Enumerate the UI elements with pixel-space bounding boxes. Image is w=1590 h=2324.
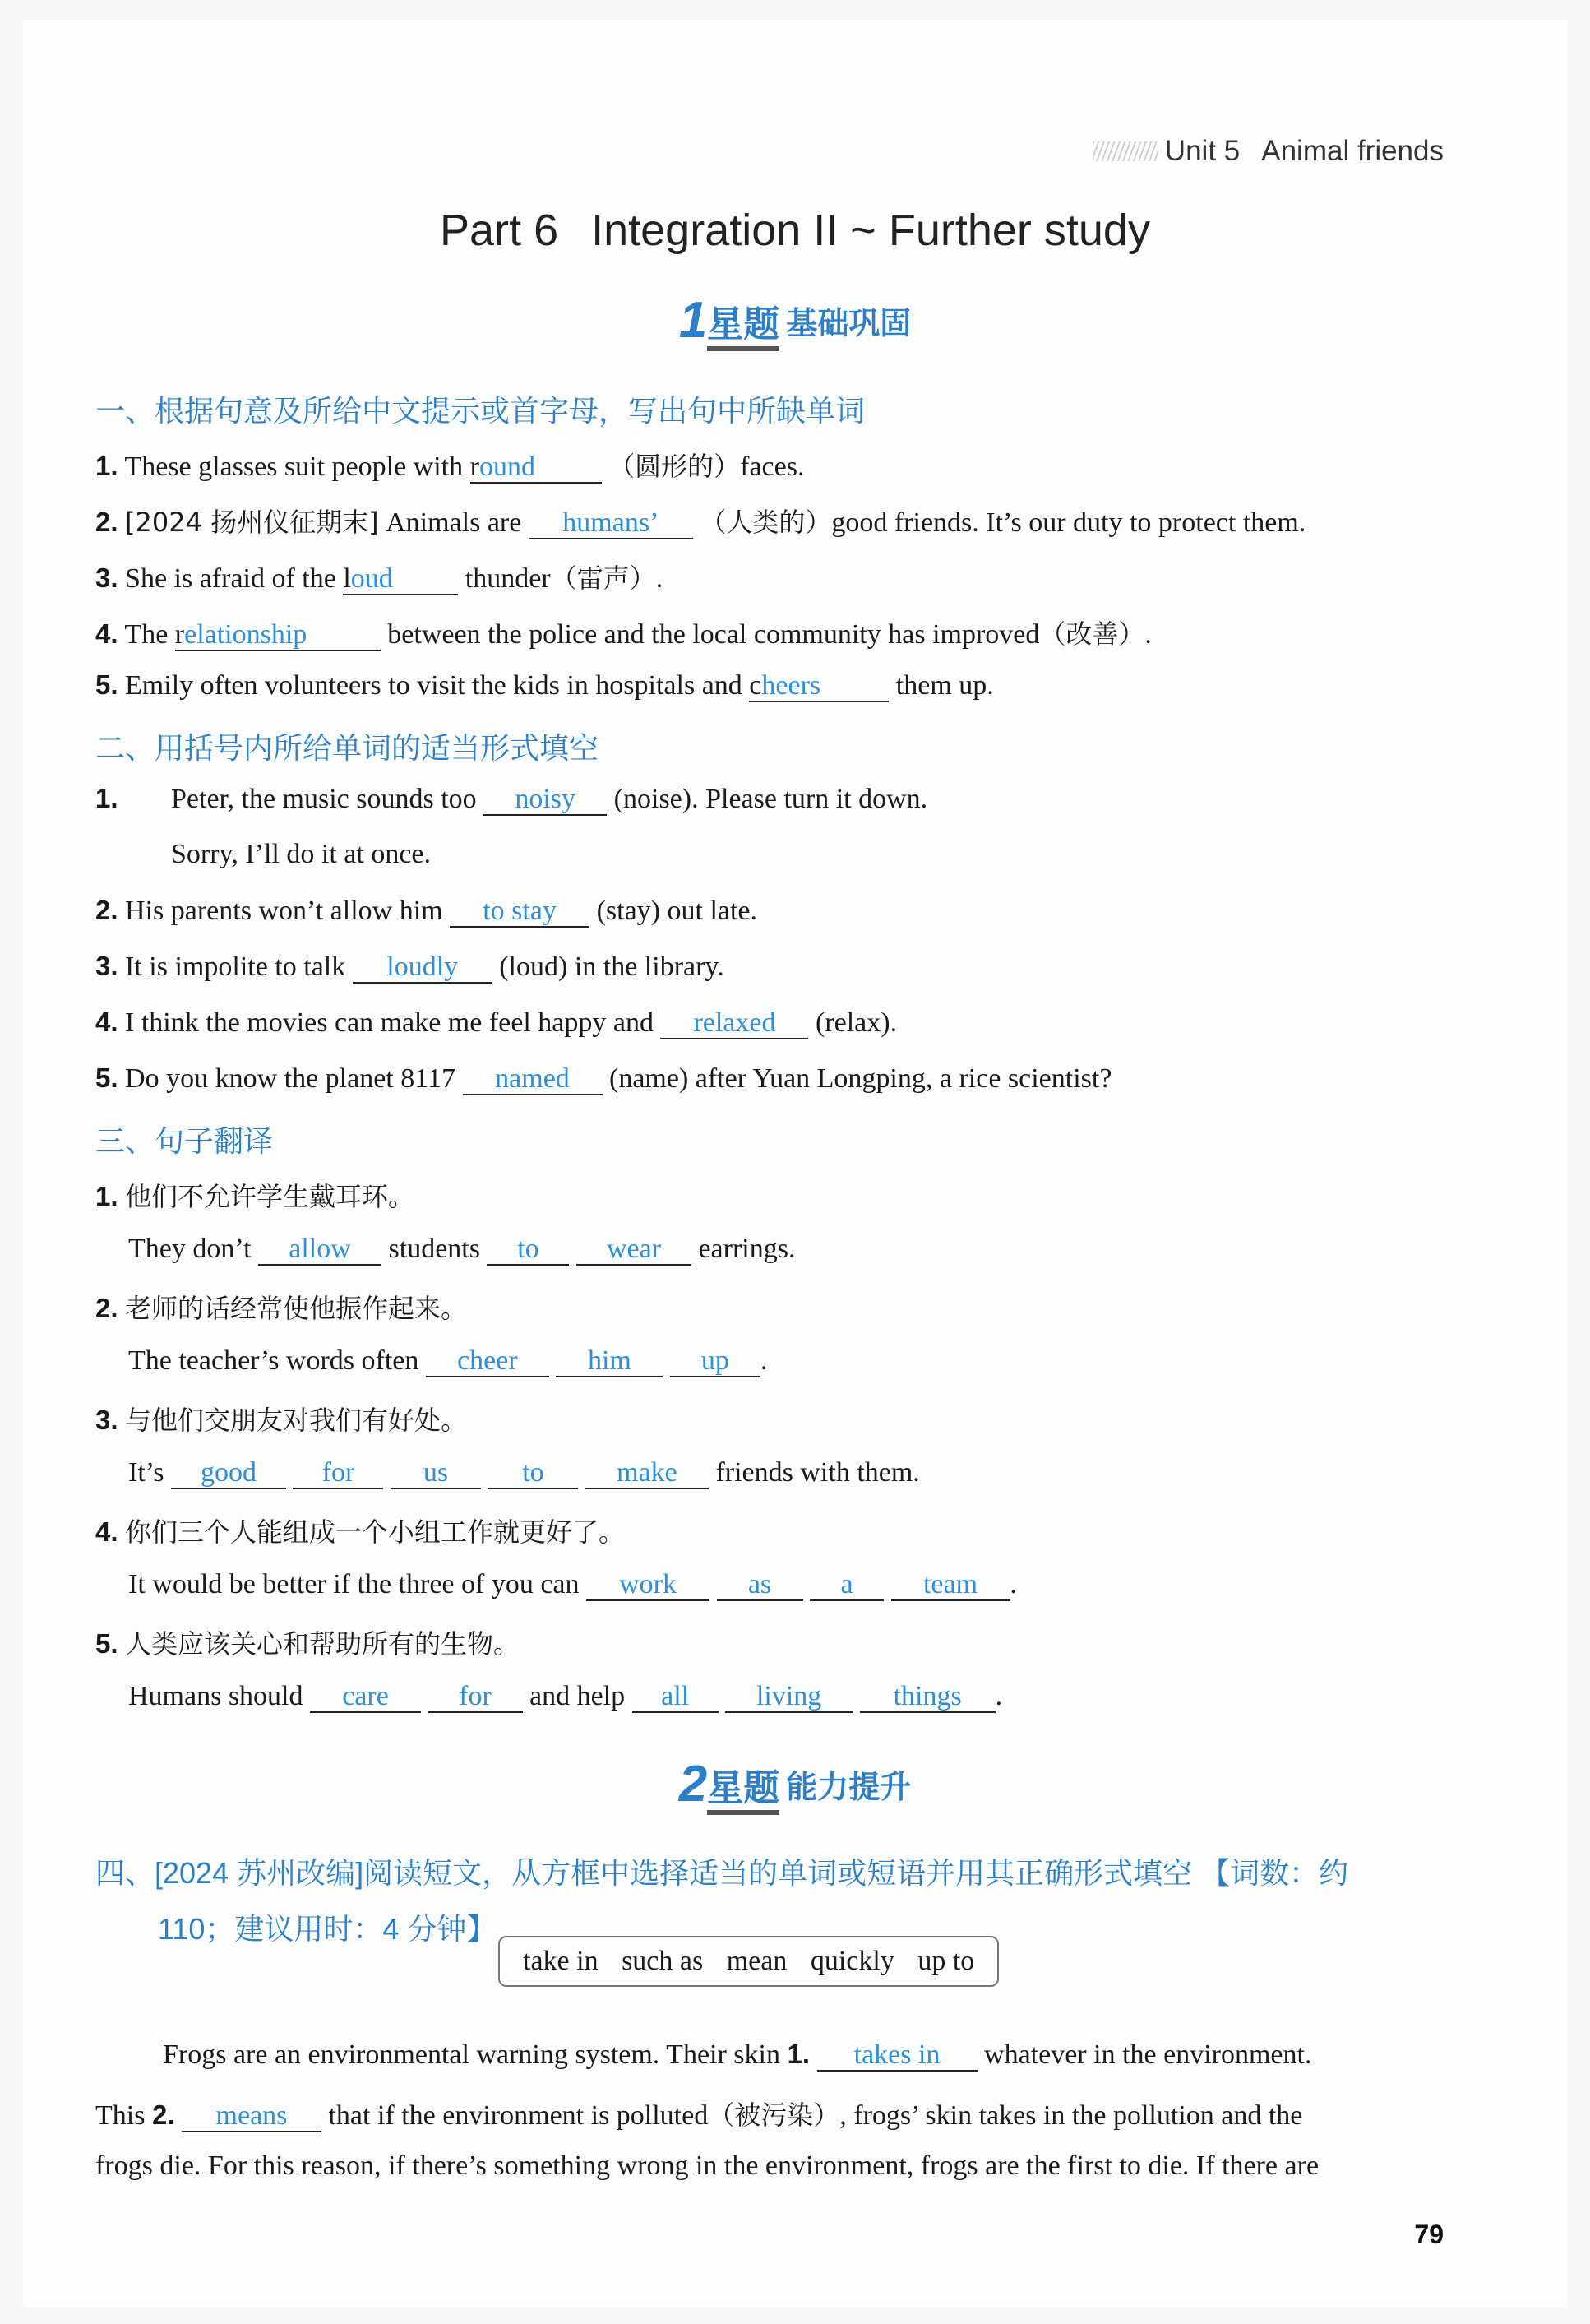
page-number: 79 <box>1414 2220 1444 2249</box>
star2-label: 能力提升 <box>786 1771 912 1805</box>
section2-heading: 二、用括号内所给单词的适当形式填空 <box>95 731 599 765</box>
s3-q1-blank2[interactable]: to <box>487 1234 569 1266</box>
s3-q2-blank1[interactable]: cheer <box>426 1345 549 1377</box>
s3-q3-blank2[interactable]: for <box>293 1457 383 1489</box>
s3-q1-en: They don’t allow students to wear earrings. <box>128 1234 795 1266</box>
word-box <box>498 1936 999 1987</box>
s3-q4-blank1[interactable]: work <box>586 1569 709 1601</box>
s3-q2-en: The teacher’s words often cheer him up . <box>128 1345 767 1377</box>
s3-q3-blank1[interactable]: good <box>171 1457 286 1489</box>
s1-q4: 4. The relationship between the police and the local community has improved（改善）. <box>95 613 1152 651</box>
passage-line3: frogs die. For this reason, if there’s something wrong in the environment, frogs are the first to die. If there are <box>95 2150 1320 2181</box>
star1-label: 基础巩固 <box>786 307 912 341</box>
star2-number: 2 <box>678 1756 708 1812</box>
s3-q3-blank5[interactable]: make <box>585 1457 709 1489</box>
s3-q4-blank2[interactable]: as <box>717 1569 803 1601</box>
s2-q4-blank[interactable]: relaxed <box>660 1007 808 1039</box>
sheet <box>23 20 1567 2308</box>
s2-q1: 1. Peter, the music sounds too noisy (noise). Please turn it down. <box>95 783 927 816</box>
s1-q4-blank[interactable]: relationship <box>175 619 381 651</box>
s1-q3: 3. She is afraid of the loud thunder（雷声）. <box>95 558 663 595</box>
header-topic: Animal friends <box>1261 135 1444 167</box>
s3-q1-blank3[interactable]: wear <box>576 1234 691 1266</box>
s3-q4-en: It would be better if the three of you can work as a team . <box>128 1569 1017 1601</box>
s3-q3-en: It’s good for us to make friends with them. <box>128 1457 920 1489</box>
word-such-as: such as <box>622 1946 704 1976</box>
s2-q3: 3. It is impolite to talk loudly (loud) in the library. <box>95 951 724 984</box>
passage-line2: This 2. means that if the environment is polluted（被污染）, frogs’ skin takes in the pollution and the <box>95 2095 1302 2132</box>
s3-q2-blank2[interactable]: him <box>556 1345 663 1377</box>
s3-q4-cn: 4. 你们三个人能组成一个小组工作就更好了。 <box>95 1516 626 1548</box>
s3-q1-cn: 1. 他们不允许学生戴耳环。 <box>95 1181 415 1212</box>
s2-q1-blank[interactable]: noisy <box>483 784 607 816</box>
s1-q3-blank[interactable]: loud <box>343 563 458 595</box>
word-mean: mean <box>726 1946 788 1976</box>
star1-heading <box>23 291 1567 350</box>
title-part: Part 6 <box>440 206 559 255</box>
s3-q5-cn: 5. 人类应该关心和帮助所有的生物。 <box>95 1628 520 1660</box>
s3-q2-blank3[interactable]: up <box>670 1345 760 1377</box>
s2-q4: 4. I think the movies can make me feel happy and relaxed (relax). <box>95 1007 897 1039</box>
s2-q3-blank[interactable]: loudly <box>353 951 492 984</box>
passage-blank1[interactable]: takes in <box>817 2039 978 2072</box>
s3-q4-blank4[interactable]: team <box>891 1569 1010 1601</box>
s2-q1-reply: Sorry, I’ll do it at once. <box>171 839 431 869</box>
s3-q3-cn: 3. 与他们交朋友对我们有好处。 <box>95 1405 468 1436</box>
section1-heading: 一、根据句意及所给中文提示或首字母，写出句中所缺单词 <box>95 394 866 428</box>
star2-heading <box>23 1755 1567 1813</box>
s3-q5-blank5[interactable]: things <box>860 1681 996 1713</box>
s1-q2: 2. [2024 扬州仪征期末] Animals are humans’ （人类的）good friends. It’s our duty to protect them. <box>95 502 1306 539</box>
s1-q2-source: [2024 扬州仪征期末] <box>125 507 379 538</box>
s3-q3-blank3[interactable]: us <box>391 1457 481 1489</box>
word-quickly: quickly <box>810 1946 894 1976</box>
s1-q2-blank[interactable]: humans’ <box>529 507 693 539</box>
s1-q5: 5. Emily often volunteers to visit the kids in hospitals and cheers them up. <box>95 669 994 702</box>
section4-heading: 四、[2024 苏州改编]阅读短文，从方框中选择适当的单词或短语并用其正确形式填空 【词数：约 110；建议用时：4 分钟】 <box>95 1856 1349 1946</box>
s3-q4-blank3[interactable]: a <box>810 1569 884 1601</box>
passage-blank2[interactable]: means <box>182 2100 321 2132</box>
word-take-in: take in <box>523 1946 599 1976</box>
word-up-to: up to <box>917 1946 975 1976</box>
s3-q5-blank1[interactable]: care <box>310 1681 421 1713</box>
s1-q1-blank[interactable]: round <box>470 451 602 484</box>
s3-q5-blank2[interactable]: for <box>428 1681 523 1713</box>
s2-q5-blank[interactable]: named <box>463 1063 603 1095</box>
s3-q5-blank3[interactable]: all <box>632 1681 719 1713</box>
s3-q3-blank4[interactable]: to <box>488 1457 578 1489</box>
s2-q2: 2. His parents won’t allow him to stay (stay) out late. <box>95 895 757 928</box>
section3-heading: 三、句子翻译 <box>95 1124 274 1158</box>
s2-q2-blank[interactable]: to stay <box>450 896 589 928</box>
title-name: Integration II ~ Further study <box>591 206 1150 255</box>
s3-q1-blank1[interactable]: allow <box>258 1234 381 1266</box>
s1-q5-blank[interactable]: cheers <box>749 670 889 702</box>
s3-q5-blank4[interactable]: living <box>725 1681 853 1713</box>
s1-q1: 1. These glasses suit people with round （圆形的）faces. <box>95 446 804 484</box>
header-unit: Unit 5 <box>1164 135 1241 167</box>
page-title <box>23 205 1567 256</box>
passage-line1: Frogs are an environmental warning system. Their skin 1. takes in whatever in the environment. <box>163 2039 1311 2072</box>
header-decoration <box>1093 141 1158 161</box>
star1-star: 星题 <box>707 304 779 351</box>
s3-q2-cn: 2. 老师的话经常使他振作起来。 <box>95 1293 468 1324</box>
running-header <box>1093 135 1444 168</box>
s2-q5: 5. Do you know the planet 8117 named (name) after Yuan Longping, a rice scientist? <box>95 1062 1112 1095</box>
s3-q5-en: Humans should care for and help all living things . <box>128 1681 1002 1713</box>
star2-star: 星题 <box>707 1768 779 1815</box>
star1-number: 1 <box>678 292 708 349</box>
section4-source: 四、[2024 苏州改编] <box>95 1856 364 1890</box>
